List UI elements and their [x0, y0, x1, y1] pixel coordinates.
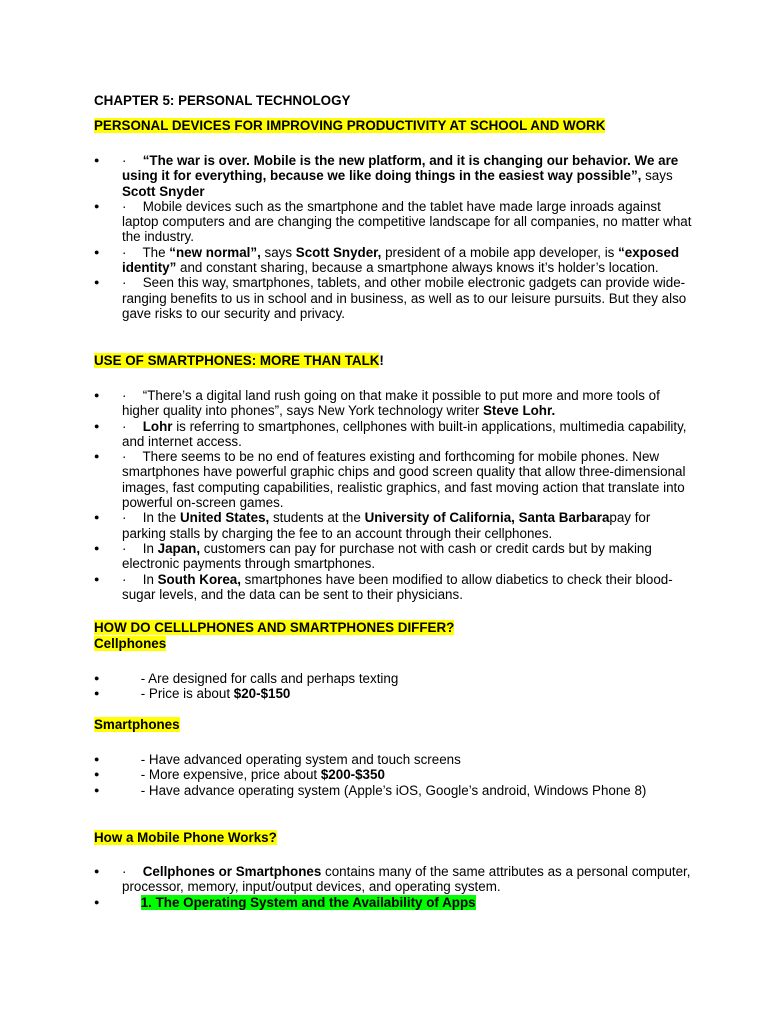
item-text: In the [142, 510, 180, 526]
dot-marker: · [122, 418, 127, 434]
list-item [94, 767, 694, 782]
item-text: students at the [269, 510, 365, 526]
dot-marker: · [122, 244, 127, 260]
section-heading-differ [94, 620, 694, 635]
section-heading-smartphones-use [94, 353, 694, 368]
list-item [94, 752, 694, 767]
item-text: says [260, 244, 296, 260]
item-text: is referring to smartphones, cellphones with built-in applications, multimedia capability, and internet access. [122, 418, 687, 449]
list-item [94, 199, 694, 245]
list-item [94, 572, 694, 603]
list-item [94, 275, 694, 321]
country-name: Japan, [157, 540, 201, 556]
says-text: says [641, 168, 673, 184]
author-name: Scott Snyder [122, 183, 205, 199]
chapter-title: CHAPTER 5: PERSONAL TECHNOLOGY [94, 93, 351, 108]
heading-devices-text: PERSONAL DEVICES FOR IMPROVING PRODUCTIVITY AT SCHOOL AND WORK [94, 118, 606, 133]
dot-marker: · [122, 864, 127, 879]
subheading-cellphones [94, 636, 694, 651]
dot-marker: · [122, 571, 127, 587]
item-text: - More expensive, price about [140, 767, 321, 783]
cellphones-list [94, 671, 694, 702]
item-text: - Are designed for calls and perhaps texting [140, 671, 399, 686]
list-item [94, 449, 694, 510]
list-item [94, 419, 694, 450]
heading-exclamation: ! [379, 353, 384, 368]
list-item [94, 671, 694, 686]
smartphones-use-list [94, 388, 694, 602]
item-text: - Have advanced operating system and touch screens [140, 752, 461, 767]
item-text: There seems to be no end of features existing and forthcoming for mobile phones. New smartphones have powerful graphic chips and good screen quality that allow three-dimensional images, fast computing capabilities, realistic graphics, and fast moving action that translate into powerful on-screen games. [122, 449, 686, 511]
heading-smartphones-use-text: USE OF SMARTPHONES: MORE THAN TALK [94, 353, 380, 368]
subheading-cellphones-text: Cellphones [94, 636, 167, 651]
dot-marker: · [122, 510, 127, 526]
item-text: Mobile devices such as the smartphone and the tablet have made large inroads against laptop computers and are changing the competitive landscape for all companies, no matter what the industry. [122, 198, 692, 245]
list-item [94, 895, 694, 910]
dot-marker: · [122, 275, 127, 291]
os-apps-heading: 1. The Operating System and the Availability of Apps [140, 894, 476, 910]
snyder-quote: “The war is over. Mobile is the new platform, and it is changing our behavior. We are using it for everything, because we like doing things in the easiest way possible”, [122, 153, 679, 184]
country-name: South Korea, [157, 571, 241, 587]
list-item [94, 388, 694, 419]
section-heading-works [94, 830, 694, 845]
item-text: - Price is about [140, 686, 234, 702]
price-range: $200-$350 [320, 767, 385, 783]
item-text: In [142, 540, 158, 556]
list-item [94, 245, 694, 276]
list-item [94, 541, 694, 572]
price-range: $20-$150 [233, 686, 291, 702]
item-text: smartphones have been modified to allow diabetics to check their blood-sugar levels, and the data can be sent to their physicians. [122, 571, 673, 602]
dot-marker: · [122, 198, 127, 214]
heading-works-text: How a Mobile Phone Works? [94, 830, 277, 845]
list-item [94, 783, 694, 798]
subheading-smartphones-text: Smartphones [94, 717, 180, 732]
item-text: president of a mobile app developer, is [381, 244, 619, 260]
exposed-identity-quote: “exposed identity” [122, 244, 680, 276]
dot-marker: · [122, 153, 127, 168]
item-text: “There’s a digital land rush going on that make it possible to put more and more tools of higher quality into phones”, says New York technology writer [122, 388, 660, 419]
item-text: contains many of the same attributes as a personal computer, processor, memory, input/output devices, and operating system. [122, 864, 691, 895]
item-text: customers can pay for purchase not with cash or credit cards but by making electronic payments through smartphones. [122, 540, 652, 572]
item-text: The [142, 244, 170, 260]
dot-marker: · [122, 449, 127, 465]
dot-marker: · [122, 540, 127, 556]
works-list [94, 864, 694, 910]
new-normal-quote: “new normal”, [169, 244, 261, 260]
list-item [94, 686, 694, 701]
smartphones-list [94, 752, 694, 798]
list-item [94, 510, 694, 541]
country-name: United States, [179, 510, 270, 526]
item-text: and constant sharing, because a smartphone always knows it’s holder’s location. [176, 260, 659, 276]
university-name: University of California, Santa Barbara [364, 510, 610, 526]
author-name: Scott Snyder, [295, 244, 382, 260]
dot-marker: · [122, 388, 127, 403]
section-heading-devices [94, 118, 694, 133]
heading-differ-text: HOW DO CELLLPHONES AND SMARTPHONES DIFFER? [94, 620, 455, 635]
item-text: - Have advance operating system (Apple’s iOS, Google’s android, Windows Phone 8) [140, 782, 647, 798]
author-name: Lohr [142, 418, 173, 434]
devices-list [94, 153, 694, 321]
author-name: Steve Lohr. [483, 403, 556, 419]
devices-term: Cellphones or Smartphones [142, 864, 322, 879]
list-item [94, 864, 694, 895]
item-text: pay for parking stalls by charging the fee to an account through their cellphones. [122, 510, 651, 541]
list-item [94, 153, 694, 199]
item-text: Seen this way, smartphones, tablets, and other mobile electronic gadgets can provide wide-ranging benefits to us in school and in business, as well as to our leisure pursuits. But they also gave risks to our security and privacy. [122, 275, 687, 321]
item-text: In [142, 571, 158, 587]
subheading-smartphones [94, 717, 694, 732]
